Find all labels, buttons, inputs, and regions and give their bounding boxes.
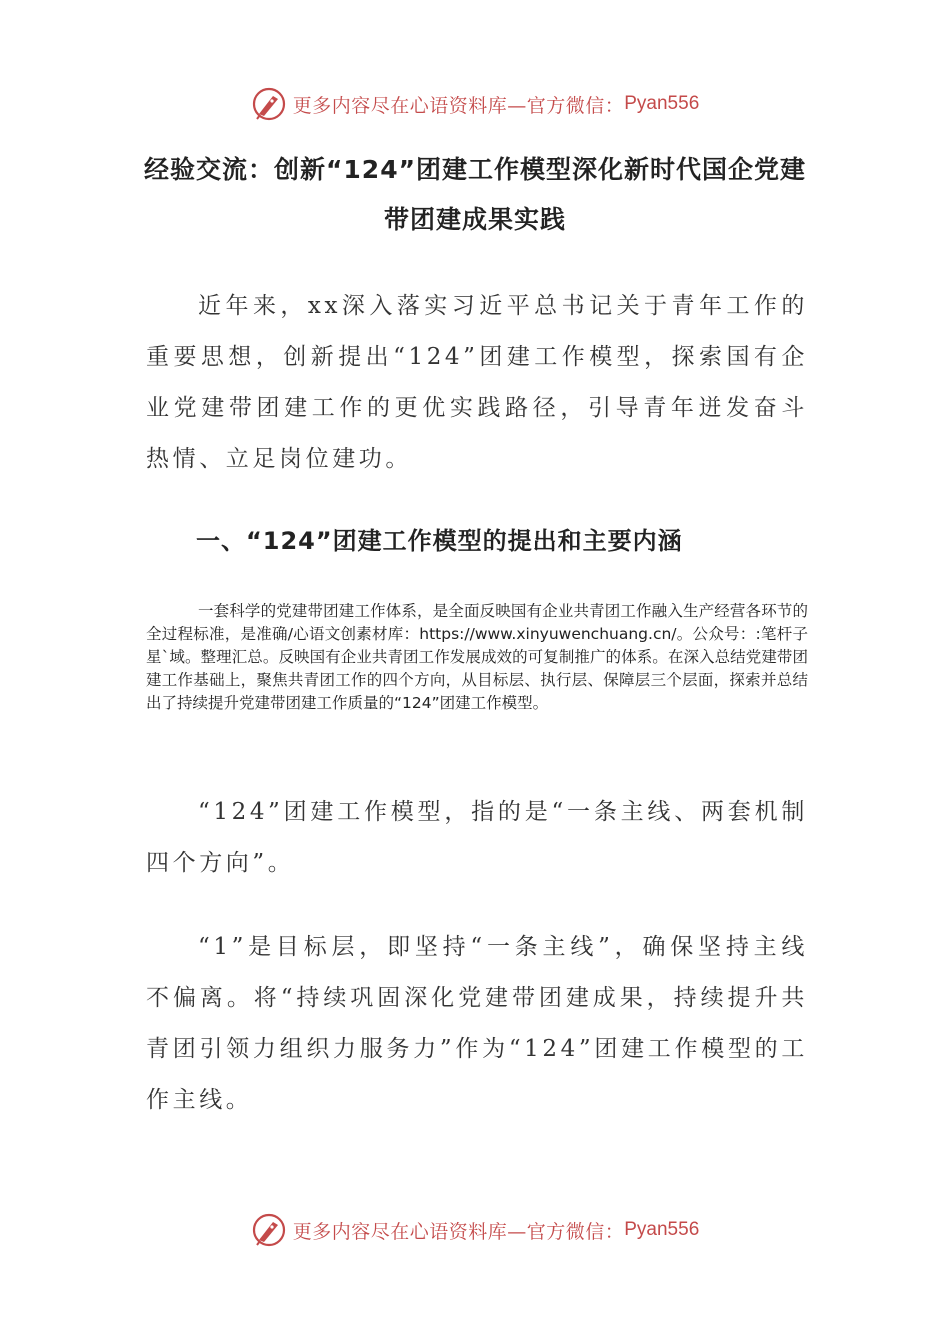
pen-nib-logo-icon bbox=[251, 1212, 287, 1248]
document-title-line-2: 带团建成果实践 bbox=[383, 205, 566, 234]
watermark-footer bbox=[0, 1210, 950, 1250]
watermark-text: 更多内容尽在心语资料库—官方微信： bbox=[292, 1220, 625, 1243]
pen-nib-logo-icon bbox=[251, 86, 287, 122]
watermark-text: 更多内容尽在心语资料库—官方微信： bbox=[292, 94, 625, 117]
section-1-body: 一套科学的党建带团建工作体系，是全面反映国有企业共青团工作融入生产经营各环节的全过程标准，是准确/心语文创素材库：https://www.xinyuwenchuang.cn/。公众号：:笔杆子星`域。整理汇总。反映国有企业共青团工作发展成效的可复制推广的体系。在深入总结党建带团建工作基础上，聚焦共青团工作的四个方向，从目标层、执行层、保障层三个层面，探索并总结出了持续提升党建带团建工作质量的“124”团建工作模型。 bbox=[146, 602, 808, 712]
watermark-wechat-id: Pyan556 bbox=[624, 93, 700, 114]
goal-layer-paragraph: “1”是目标层，即坚持“一条主线”，确保坚持主线不偏离。将“持续巩固深化党建带团建成果，持续提升共青团引领力组织力服务力”作为“124”团建工作模型的工作主线。 bbox=[146, 934, 808, 1113]
section-1-heading: 一、“124”团建工作模型的提出和主要内涵 bbox=[196, 527, 683, 555]
intro-paragraph: 近年来，xx深入落实习近平总书记关于青年工作的重要思想，创新提出“124”团建工作模型，探索国有企业党建带团建工作的更优实践路径，引导青年迸发奋斗热情、立足岗位建功。 bbox=[146, 293, 808, 472]
watermark-header bbox=[0, 84, 950, 124]
document-title-line-1: 经验交流：创新“124”团建工作模型深化新时代国企党建 bbox=[143, 155, 807, 184]
watermark-wechat-id: Pyan556 bbox=[624, 1219, 700, 1240]
model-definition-paragraph: “124”团建工作模型，指的是“一条主线、两套机制四个方向”。 bbox=[146, 799, 808, 876]
